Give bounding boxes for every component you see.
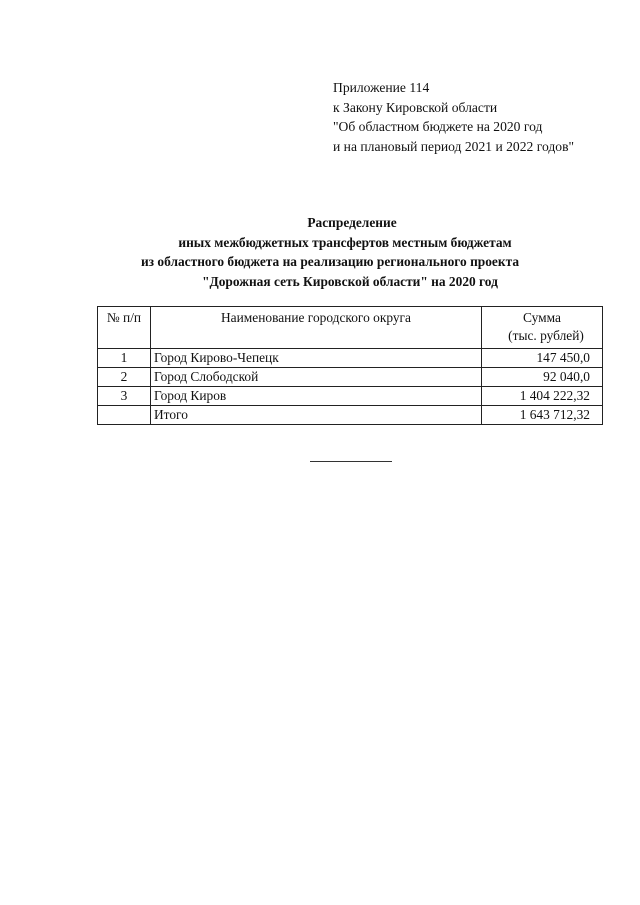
title-line: Распределение (307, 215, 397, 230)
header-sum-line1: Сумма (523, 310, 561, 325)
table-header-row (98, 307, 603, 349)
document-title (0, 213, 640, 291)
row-name: Город Слободской (151, 368, 482, 387)
end-divider (310, 461, 392, 462)
row-sum: 1 404 222,32 (482, 387, 603, 406)
row-sum: 92 040,0 (482, 368, 603, 387)
total-row (98, 406, 603, 425)
appendix-header (333, 78, 574, 156)
appendix-line: и на плановый период 2021 и 2022 годов" (333, 138, 575, 154)
appendix-line: Приложение 114 (333, 80, 430, 95)
total-label: Итого (151, 406, 482, 425)
row-num: 3 (98, 387, 151, 406)
title-line: "Дорожная сеть Кировской области" на 2020 год (202, 273, 498, 289)
appendix-line: к Закону Кировской области (333, 99, 498, 115)
distribution-table (97, 306, 603, 425)
table-row (98, 387, 603, 406)
header-num: № п/п (98, 307, 151, 349)
header-name: Наименование городского округа (151, 307, 482, 349)
row-name: Город Киров (151, 387, 482, 406)
appendix-line: "Об областном бюджете на 2020 год (333, 119, 543, 134)
title-line: из областного бюджета на реализацию регионального проекта (140, 254, 520, 269)
row-name: Город Кирово-Чепецк (151, 349, 482, 368)
table-row (98, 368, 603, 387)
row-num: 1 (98, 349, 151, 368)
row-num: 2 (98, 368, 151, 387)
total-sum: 1 643 712,32 (482, 406, 603, 425)
total-num (98, 406, 151, 425)
table-row (98, 349, 603, 368)
header-sum-line2: (тыс. рублей) (508, 328, 584, 343)
row-sum: 147 450,0 (482, 349, 603, 368)
title-line: иных межбюджетных трансфертов местным бюджетам (178, 234, 512, 250)
header-sum (482, 307, 603, 349)
